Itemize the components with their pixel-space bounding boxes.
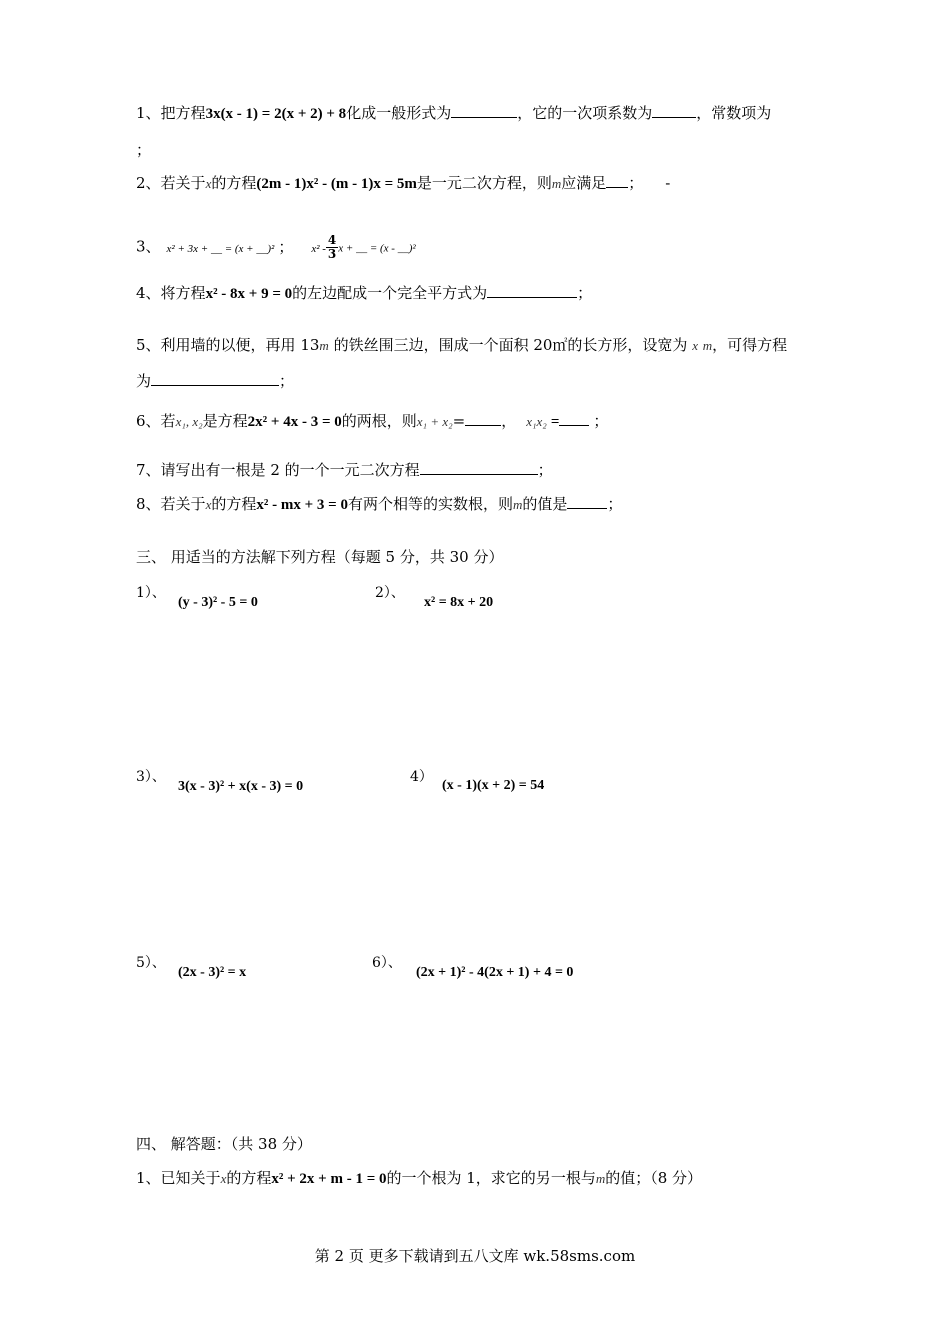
variable: x [692, 338, 698, 353]
question-2-2 [136, 172, 670, 195]
equals-sign: = [550, 414, 560, 430]
question-text: 若关于 [160, 174, 206, 192]
problem-3-2-equation: x² = 8x + 20 [424, 595, 494, 610]
question-text: ，它的一次项系数为 [517, 104, 653, 122]
answer-blank[interactable] [652, 103, 696, 118]
equation: x² - mx + 3 = 0 [256, 497, 348, 513]
answer-blank[interactable] [151, 371, 279, 386]
variables: x₁, x₂ [175, 414, 203, 429]
question-text: 的方程 [211, 495, 257, 513]
question-2-8 [136, 493, 622, 516]
variable: m [512, 497, 523, 512]
question-number: 2、 [136, 174, 161, 192]
equation: x² - 8x + 9 = 0 [205, 286, 293, 302]
variable: x [205, 497, 212, 512]
question-text: 的值是 [522, 495, 568, 513]
answer-blank[interactable] [420, 460, 538, 475]
equation: x² + 3x + __ = (x + __)² [166, 242, 275, 255]
question-2-7 [136, 459, 553, 481]
question-text: 有两个相等的实数根，则 [347, 495, 513, 513]
answer-blank[interactable] [559, 411, 589, 426]
equation: 3x(x - 1) = 2(x + 2) + 8 [205, 106, 347, 122]
problem-3-3-equation: 3(x - 3)² + x(x - 3) = 0 [178, 779, 304, 794]
unit: m [319, 338, 329, 353]
problem-3-2 [375, 582, 405, 604]
problem-3-5-equation: (2x - 3)² = x [178, 965, 247, 980]
answer-blank[interactable] [487, 283, 577, 298]
section-4-heading: 四、 解答题：（共 38 分） [136, 1135, 312, 1153]
punctuation: ； [279, 372, 295, 390]
question-text: ，可得方程 [712, 336, 788, 354]
equation: x² + 2x + m - 1 = 0 [271, 1171, 387, 1187]
question-text: 是一元二次方程，则 [416, 174, 552, 192]
question-number: 1、 [136, 104, 161, 122]
question-number: 5、 [136, 336, 161, 354]
unit: m [702, 338, 713, 353]
stray-mark: - [665, 174, 671, 192]
punctuation: ； [577, 284, 593, 302]
question-text: 的值；（8 分） [605, 1169, 703, 1187]
question-2-4 [136, 282, 592, 305]
question-number: 1、 [136, 1169, 161, 1187]
equation: x + __ = (x - __)² [338, 242, 416, 255]
problem-3-6 [372, 952, 402, 974]
question-2-6 [136, 410, 608, 433]
problem-label: 2）、 [375, 585, 405, 601]
problem-3-3 [136, 766, 166, 788]
punctuation: ； [136, 141, 152, 159]
question-2-1-end [136, 139, 151, 161]
question-text: 应满足 [561, 174, 607, 192]
question-number: 7、 [136, 461, 161, 479]
equation: 2x² + 4x - 3 = 0 [247, 414, 342, 430]
question-text: 的左边配成一个完全平方式为 [292, 284, 488, 302]
question-text: 将方程 [160, 284, 206, 302]
question-text: 若关于 [160, 495, 206, 513]
answer-blank[interactable] [451, 103, 517, 118]
question-text: 化成一般形式为 [346, 104, 452, 122]
question-text: 的两根，则 [341, 412, 417, 430]
problem-label: 1）、 [136, 585, 166, 601]
question-text: 请写出有一根是 2 的一个一元二次方程 [160, 461, 420, 479]
roots-product: x₁x₂ [526, 414, 547, 429]
problem-3-6-equation: (2x + 1)² - 4(2x + 1) + 4 = 0 [416, 965, 574, 980]
page-footer: 第 2 页 更多下载请到五八文库 wk.58sms.com [314, 1247, 636, 1265]
problem-label: 4） [410, 769, 433, 785]
punctuation: ； [628, 174, 644, 192]
fraction-numerator: 4 [327, 233, 337, 247]
problem-3-4-equation: (x - 1)(x + 2) = 54 [442, 778, 545, 793]
question-text: 的方程 [211, 174, 257, 192]
fraction-denominator: 3 [327, 247, 337, 261]
question-number: 4、 [136, 284, 161, 302]
question-text: 是方程 [202, 412, 248, 430]
question-text: ，常数项为 [696, 104, 772, 122]
question-text: 若 [160, 412, 176, 430]
punctuation: ； [593, 412, 609, 430]
problem-3-4 [410, 766, 433, 788]
question-text: 的方程 [226, 1169, 272, 1187]
variable: m [595, 1171, 606, 1186]
problem-label: 6）、 [372, 955, 402, 971]
answer-blank[interactable] [567, 494, 607, 509]
answer-blank[interactable] [465, 411, 501, 426]
punctuation: ； [278, 237, 294, 256]
question-4-1 [136, 1167, 702, 1190]
problem-label: 5）、 [136, 955, 166, 971]
question-text: 的铁丝围三边，围成一个面积 20㎡的长方形，设宽为 [328, 336, 693, 354]
variable: x [220, 1171, 227, 1186]
question-text: 已知关于 [160, 1169, 221, 1187]
punctuation: ； [607, 495, 623, 513]
equals-sign: = [452, 412, 466, 430]
roots-sum: x₁ + x₂ [416, 414, 453, 429]
fraction [326, 234, 338, 261]
question-2-5-cont [136, 370, 294, 392]
question-text: 的一个根为 1，求它的另一根与 [386, 1169, 596, 1187]
punctuation: ； [537, 461, 553, 479]
question-2-1 [136, 102, 771, 125]
question-text: 为 [136, 372, 152, 390]
question-2-5 [136, 334, 787, 357]
question-2-3 [136, 234, 416, 261]
problem-3-1-equation: (y - 3)² - 5 = 0 [178, 595, 258, 610]
problem-label: 3）、 [136, 769, 166, 785]
question-number: 8、 [136, 495, 161, 513]
question-number: 3、 [136, 237, 161, 256]
question-text: 把方程 [160, 104, 206, 122]
variable: m [551, 176, 562, 191]
problem-3-1 [136, 582, 166, 604]
equation: x² - [311, 242, 326, 255]
section-3-heading: 三、 用适当的方法解下列方程（每题 5 分，共 30 分） [136, 548, 504, 566]
question-number: 6、 [136, 412, 161, 430]
equation: (2m - 1)x² - (m - 1)x = 5m [256, 176, 417, 192]
variable: x [205, 176, 212, 191]
punctuation: ， [501, 412, 517, 430]
question-text: 利用墙的以便，再用 13 [160, 336, 320, 354]
problem-3-5 [136, 952, 166, 974]
answer-blank[interactable] [606, 173, 628, 188]
